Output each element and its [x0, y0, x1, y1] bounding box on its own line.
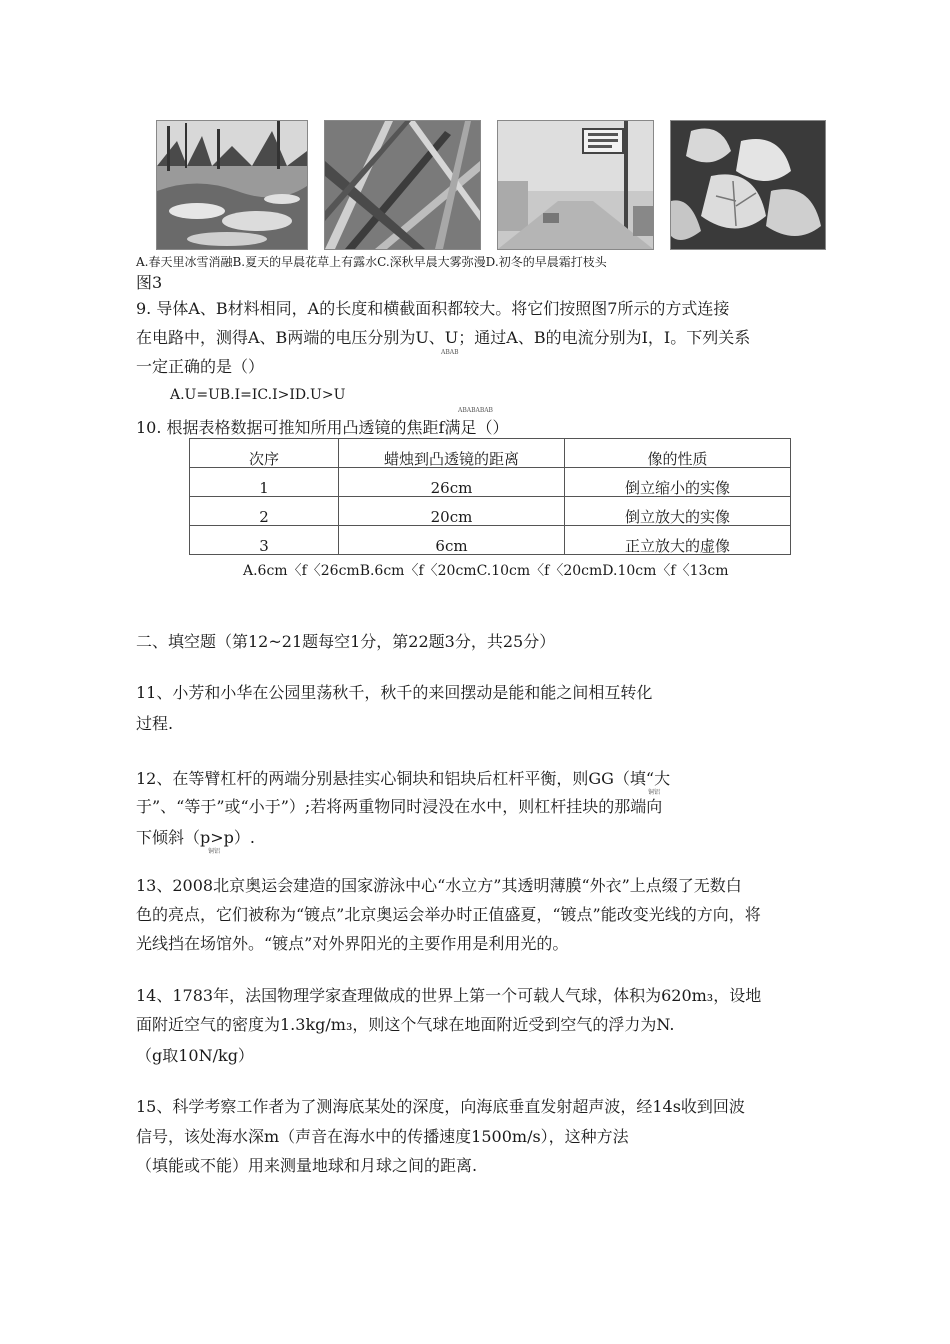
q14-line1: 14、1783年，法国物理学家查理做成的世界上第一个可载人气球，体积为620m₃，设地 — [136, 986, 762, 1005]
table-row — [190, 497, 791, 526]
q9-line1: 9. 导体A、B材料相同，A的长度和横截面积都较大。将它们按照图7所示的方式连接 — [136, 299, 730, 318]
q15-line2: 信号，该处海水深m（声音在海水中的传播速度1500m/s），这种方法 — [136, 1127, 629, 1146]
table-cell: 6cm — [339, 526, 565, 555]
figure-caption: A.春天里冰雪消融B.夏天的早晨花草上有露水C.深秋早晨大雾弥漫D.初冬的早晨霜打枝头 — [136, 255, 607, 269]
q9-subscript2: ABABABAB — [458, 407, 493, 414]
q9-subscript1: ABAB — [441, 349, 459, 356]
q12-subscript1: 铜铝 — [648, 789, 661, 796]
q13-line2: 色的亮点，它们被称为“镀点”北京奥运会举办时正值盛夏，“镀点”能改变光线的方向，将 — [136, 905, 761, 924]
q15-line1: 15、科学考察工作者为了测海底某处的深度，向海底垂直发射超声波，经14s收到回波 — [136, 1097, 745, 1116]
figure-label: 图3 — [136, 273, 163, 292]
q14-line3: （g取10N/kg） — [136, 1046, 254, 1065]
q13-line1: 13、2008北京奥运会建造的国家游泳中心“水立方”其透明薄膜“外衣”上点缀了无数白 — [136, 876, 742, 895]
table-cell: 20cm — [339, 497, 565, 526]
q15-line3: （填能或不能）用来测量地球和月球之间的距离. — [136, 1156, 478, 1175]
q10-options: A.6cm〈f〈26cmB.6cm〈f〈20cmC.10cm〈f〈20cmD.10cm〈f〈13cm — [243, 563, 729, 579]
table-cell: 倒立缩小的实像 — [565, 468, 791, 497]
dew-grass-photo — [324, 120, 481, 250]
table-row — [190, 526, 791, 555]
table-row — [190, 468, 791, 497]
q11-line2: 过程. — [136, 714, 174, 733]
fog-street-photo — [497, 120, 654, 250]
q11-line1: 11、小芳和小华在公园里荡秋千，秋千的来回摆动是能和能之间相互转化 — [136, 683, 653, 702]
q14-line2: 面附近空气的密度为1.3kg/m₃，则这个气球在地面附近受到空气的浮力为N. — [136, 1015, 675, 1034]
q9-line2: 在电路中，测得A、B两端的电压分别为U、U；通过A、B的电流分别为I，I。下列关系 — [136, 328, 751, 347]
table-header-row — [190, 439, 791, 468]
table-cell: 1 — [190, 468, 339, 497]
q10-stem: 10. 根据表格数据可推知所用凸透镜的焦距f满足（） — [136, 418, 509, 437]
q12-line2: 于”、“等于”或“小于”）;若将两重物同时浸没在水中，则杠杆挂块的那端向 — [136, 797, 663, 816]
q12-subscript2: 铜铝 — [208, 848, 221, 855]
q9-options: A.U=UB.I=IC.I>ID.U>U — [170, 387, 346, 403]
section2-heading: 二、填空题（第12~21题每空1分，第22题3分，共25分） — [136, 632, 556, 651]
q13-line3: 光线挡在场馆外。“镀点”对外界阳光的主要作用是利用光的。 — [136, 934, 569, 953]
table-header-order: 次序 — [190, 439, 339, 468]
table-header-image: 像的性质 — [565, 439, 791, 468]
frost-leaves-photo — [670, 120, 826, 250]
table-cell: 3 — [190, 526, 339, 555]
table-header-distance: 蜡烛到凸透镜的距离 — [339, 439, 565, 468]
table-cell: 2 — [190, 497, 339, 526]
table-cell: 倒立放大的实像 — [565, 497, 791, 526]
q9-line3: 一定正确的是（） — [136, 357, 265, 376]
q12-line3: 下倾斜（p>p）. — [136, 828, 255, 847]
table-cell: 正立放大的虚像 — [565, 526, 791, 555]
q12-line1: 12、在等臂杠杆的两端分别悬挂实心铜块和铝块后杠杆平衡，则GG（填“大 — [136, 769, 671, 788]
table-cell: 26cm — [339, 468, 565, 497]
melting-ice-photo — [156, 120, 308, 250]
lens-data-table — [189, 438, 791, 555]
